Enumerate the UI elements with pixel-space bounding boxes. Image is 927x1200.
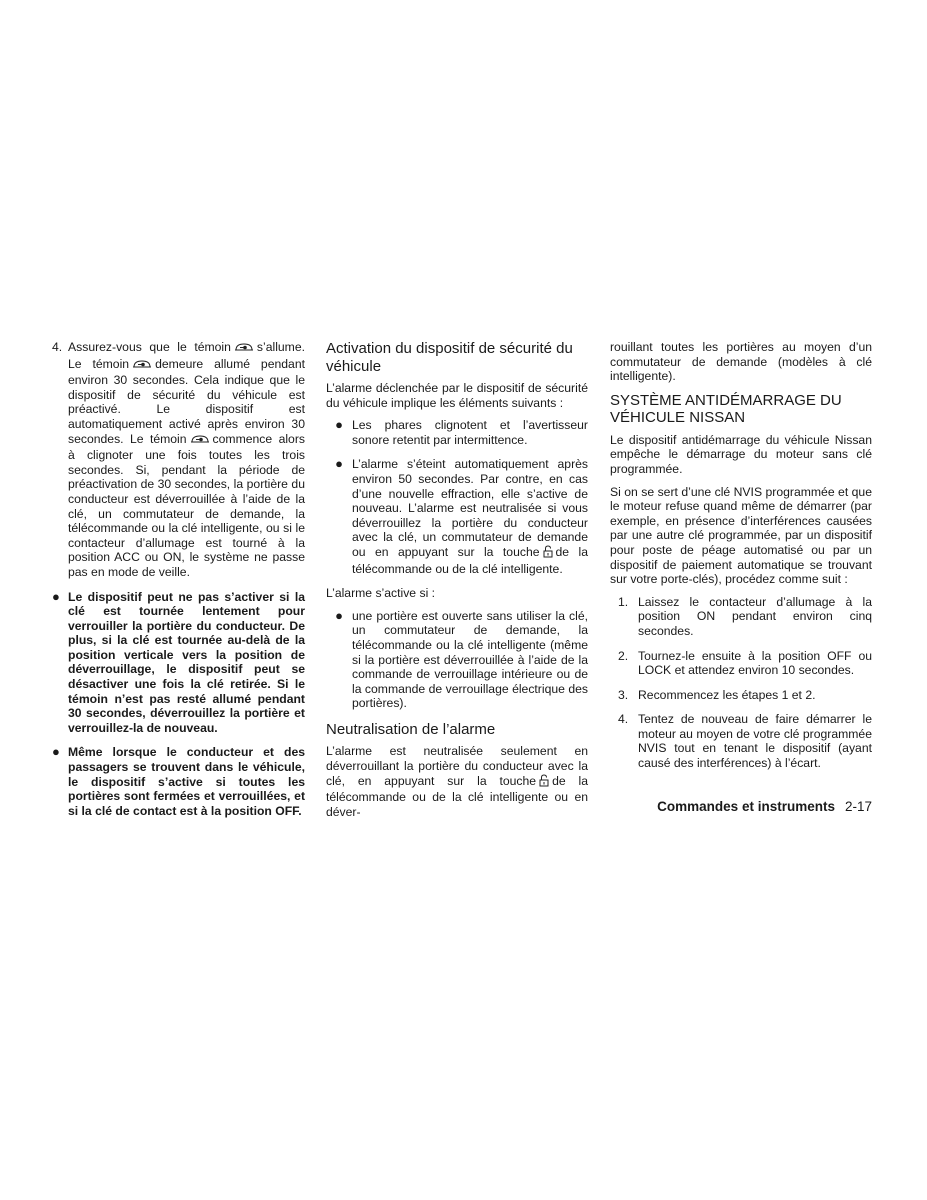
lock-button-icon (543, 545, 553, 562)
continuation-text: rouillant toutes les portières au moyen d’un commutateur de demande (modèles à clé intelligente). (610, 340, 872, 384)
nvis-steps (610, 595, 872, 771)
heading-neutralisation: Neutralisation de l’alarme (326, 720, 496, 738)
nvis-step (610, 595, 872, 639)
alarm-active-if: L’alarme s’active si : (326, 586, 436, 601)
activation-bullet-3-text: une portière est ouverte sans utiliser la clé, un commutateur de demande, la télécommande ou la clé intelligente (même si la portière est déverrouillée à l’aide de la commande de verrouillage intérieure ou de la commande de verrouillage électrique des portières). (352, 608, 588, 711)
note-bullet-2 (52, 745, 305, 818)
step-text: Tentez de nouveau de faire démarrer le moteur au moyen de votre clé programmée NVIS tout en tenant le dispositif (ayant causé des interférences) à l’écart. (638, 712, 872, 771)
bullet-marker: ● (335, 607, 343, 623)
nvis-step (610, 712, 872, 770)
bullet-marker: ● (335, 456, 343, 472)
step-text: Tournez-le ensuite à la position OFF ou LOCK et attendez environ 10 secondes. (638, 648, 872, 678)
step-text: Laissez le contacteur d’allumage à la position ON pendant environ cinq secondes. (638, 594, 872, 638)
step-4 (52, 340, 305, 580)
note-bullet-1 (52, 590, 305, 736)
security-indicator-icon (132, 359, 152, 374)
activation-bullet-1 (326, 418, 588, 447)
lock-button-icon (539, 774, 549, 791)
activation-bullet-2 (326, 457, 588, 576)
activation-bullet-2-text: L’alarme s’éteint automatiquement après environ 50 secondes. Par contre, en cas d’une nouvelle effraction, elle s’active de nouveau. L’alarme est neutralisée si vous déverrouillez la portière du conducteur avec la clé, un commutateur de demande ou en appuyant sur la touche de la télécommande ou de la clé intelligente. (352, 457, 588, 576)
bullet-marker: ● (52, 588, 60, 604)
bullet-marker: ● (335, 417, 343, 433)
page-number: 2-17 (844, 799, 872, 814)
nvis-step (610, 688, 872, 703)
security-indicator-icon (234, 342, 254, 357)
column-left (52, 340, 305, 828)
activation-bullet-3 (326, 609, 588, 711)
security-indicator-icon (190, 434, 210, 449)
step-number: 2. (618, 648, 629, 663)
step-number: 4. (618, 712, 629, 727)
nvis-paragraph-1: Le dispositif antidémarrage du véhicule Nissan empêche le démarrage du moteur sans clé programmée. (610, 432, 872, 476)
heading-nvis: SYSTÈME ANTIDÉMARRAGE DU VÉHICULE NISSAN (610, 391, 842, 427)
nvis-paragraph-2: Si on se sert d’une clé NVIS programmée et que le moteur refuse quand même de démarrer (par exemple, en présence d’interférences causées par une autre clé programmée, par un dispositif pour poste de péage automatisé ou par un dispositif de paiement automatique se trouvant sur votre porte-clés), procédez comme suit : (610, 484, 872, 587)
note-bullet-2-text: Même lorsque le conducteur et des passagers se trouvent dans le véhicule, le dispositif s’active si toutes les portières sont fermées et verrouillées, et si la clé de contact est à la position OFF. (68, 745, 305, 818)
heading-activation: Activation du dispositif de sécurité du véhicule (326, 340, 573, 375)
page-footer (657, 799, 872, 814)
neutralisation-text: L’alarme est neutralisée seulement en déverrouillant la portière du conducteur avec la clé, en appuyant sur la touche de la télécommande ou de la clé intelligente ou en déver- (326, 744, 588, 819)
step-number: 1. (618, 594, 629, 609)
step-text: Recommencez les étapes 1 et 2. (638, 687, 816, 702)
activation-intro: L’alarme déclenchée par le dispositif de sécurité du véhicule implique les éléments suivants : (326, 381, 588, 410)
section-title: Commandes et instruments (657, 799, 835, 814)
nvis-step (610, 649, 872, 678)
column-right (610, 340, 872, 781)
activation-bullet-1-text: Les phares clignotent et l’avertisseur sonore retentit par intermittence. (352, 418, 588, 447)
step-4-text: Assurez-vous que le témoin s’allume. Le témoin demeure allumé pendant environ 30 secondes. Cela indique que le dispositif de sécurité du véhicule est préactivé. Le dispositif est automatiquement activé après environ 30 secondes. Le témoin commence alors à clignoter une fois toutes les trois secondes. Si, pendant la période de préactivation de 30 secondes, la portière du conducteur est déverrouillée à l’aide de la clé, un commutateur de demande, la télécommande ou la clé intelligente, ou si le contacteur d’allumage est tourné à la position ACC ou ON, le système ne passe pas en mode de veille. (68, 340, 305, 579)
step-number: 3. (618, 687, 629, 702)
bullet-marker: ● (52, 744, 60, 760)
step-4-marker: 4. (52, 340, 63, 354)
column-middle (326, 340, 588, 827)
note-bullet-1-text: Le dispositif peut ne pas s’activer si la clé est tournée lentement pour verrouiller la portière du conducteur. De plus, si la clé est tournée au-delà de la position verticale vers la position de déverrouillage, le dispositif peut se désactiver une fois la clé retirée. Si le témoin n’est pas resté allumé pendant 30 secondes, déverrouillez la portière et verrouillez-la de nouveau. (68, 589, 305, 735)
